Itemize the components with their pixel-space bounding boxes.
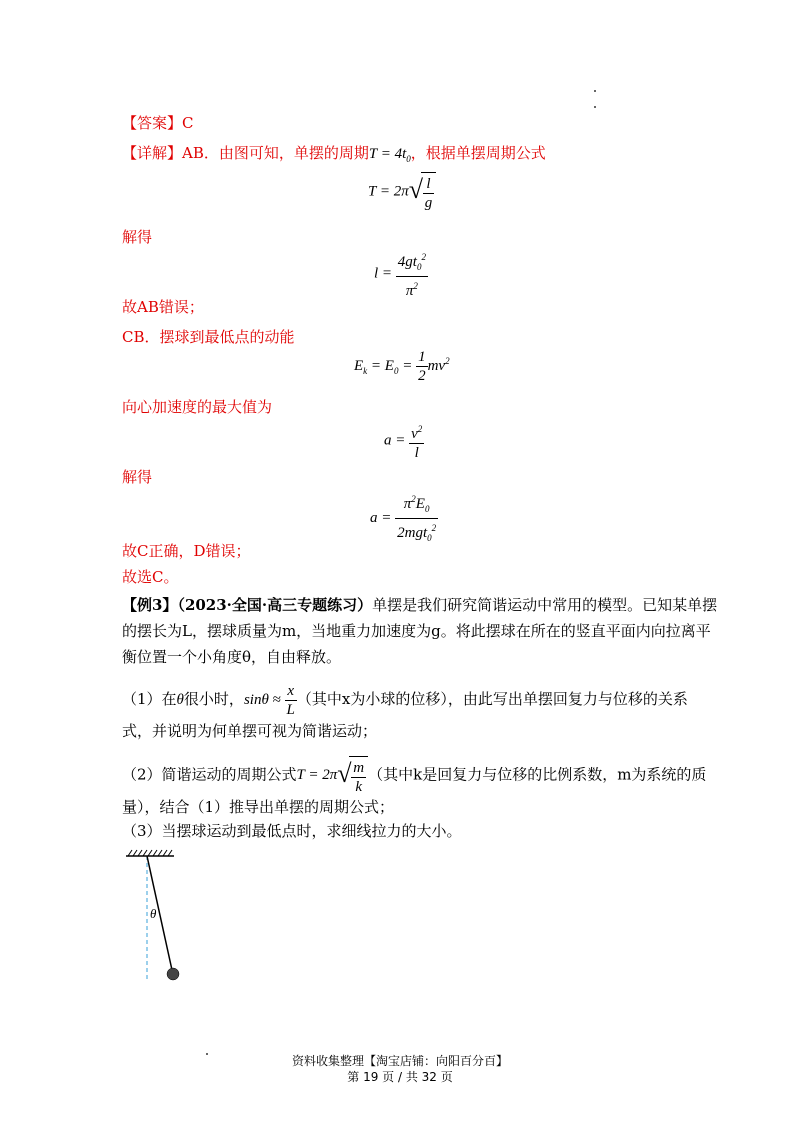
answer-label: 【答案】 [122,114,183,132]
corner-dot [594,90,596,92]
solve-label-1: 解得 [122,228,153,246]
period-formula: $T = 4t_0$ [368,146,411,164]
wrong-ab: 故AB错误； [122,298,204,316]
formula-period: T = 2π √ $\frac{l}{g}$ [368,172,436,212]
pendulum-figure [122,848,202,988]
ceiling-hatch [128,850,172,856]
formula-accel: a = $\frac{v^2}{l}$ [384,420,424,462]
answer-line [122,112,194,134]
answer-value: C [182,114,194,132]
formula-length: l = $\frac{4gt_0^2}{\pi^2}$ [374,248,428,300]
solve-label-2: 解得 [122,468,153,486]
question-2-cont: 量），结合（1）推导出单摆的周期公式； [122,798,395,816]
example-text: 单摆是我们研究简谐运动中常用的模型。已知某单摆 [372,596,718,614]
angle-label: θ [150,906,157,921]
choose-c: 故选C。 [122,568,179,586]
example-source: （2023·全国·高三专题练习） [177,596,373,614]
question-1-cont: 式，并说明为何单摆可视为简谐运动； [122,722,378,740]
question-1: （1）在θ很小时，sinθ ≈ $\frac{x}{L}$ （其中x为小球的位移），由此写出单摆回复力与位移的关系 [122,683,688,718]
detail-label: 【详解】 [122,144,183,162]
footer-page-number: 第 19 页 / 共 32 页 [347,1070,453,1084]
example-line-1 [122,594,717,616]
pendulum-ball [167,968,179,980]
example-line-3: 衡位置一个小角度θ，自由释放。 [122,648,342,666]
corner-dot [594,106,596,108]
detail-text: AB．由图可知，单摆的周期 [182,144,369,162]
detail-text: ，根据单摆周期公式 [410,144,546,162]
c-correct: 故C正确，D错误； [122,542,251,560]
question-3: （3）当摆球运动到最低点时，求细线拉力的大小。 [122,822,462,840]
question-2: （2）简谐运动的周期公式T = 2π √ $\frac{m}{k}$ （其中k是回复力与位移的比例系数，m为系统的质 [122,756,706,796]
cb-text: CB．摆球到最低点的动能 [122,328,295,346]
footer-source: 资料收集整理【淘宝店铺：向阳百分百】 [291,1054,508,1068]
example-label: 【例3】 [122,596,178,614]
example-line-2: 的摆长为L，摆球质量为m，当地重力加速度为g。将此摆球在所在的竖直平面内向拉离平 [122,622,711,640]
detail-line-1 [122,142,546,170]
formula-accel-result: a = $\frac{\pi^2E_0}{2mgt_0^2}$ [370,490,438,547]
formula-kinetic: $E_k = E_0$ = $\frac{1}{2}$ $mv^2$ [354,349,450,384]
accel-text: 向心加速度的最大值为 [122,398,273,416]
